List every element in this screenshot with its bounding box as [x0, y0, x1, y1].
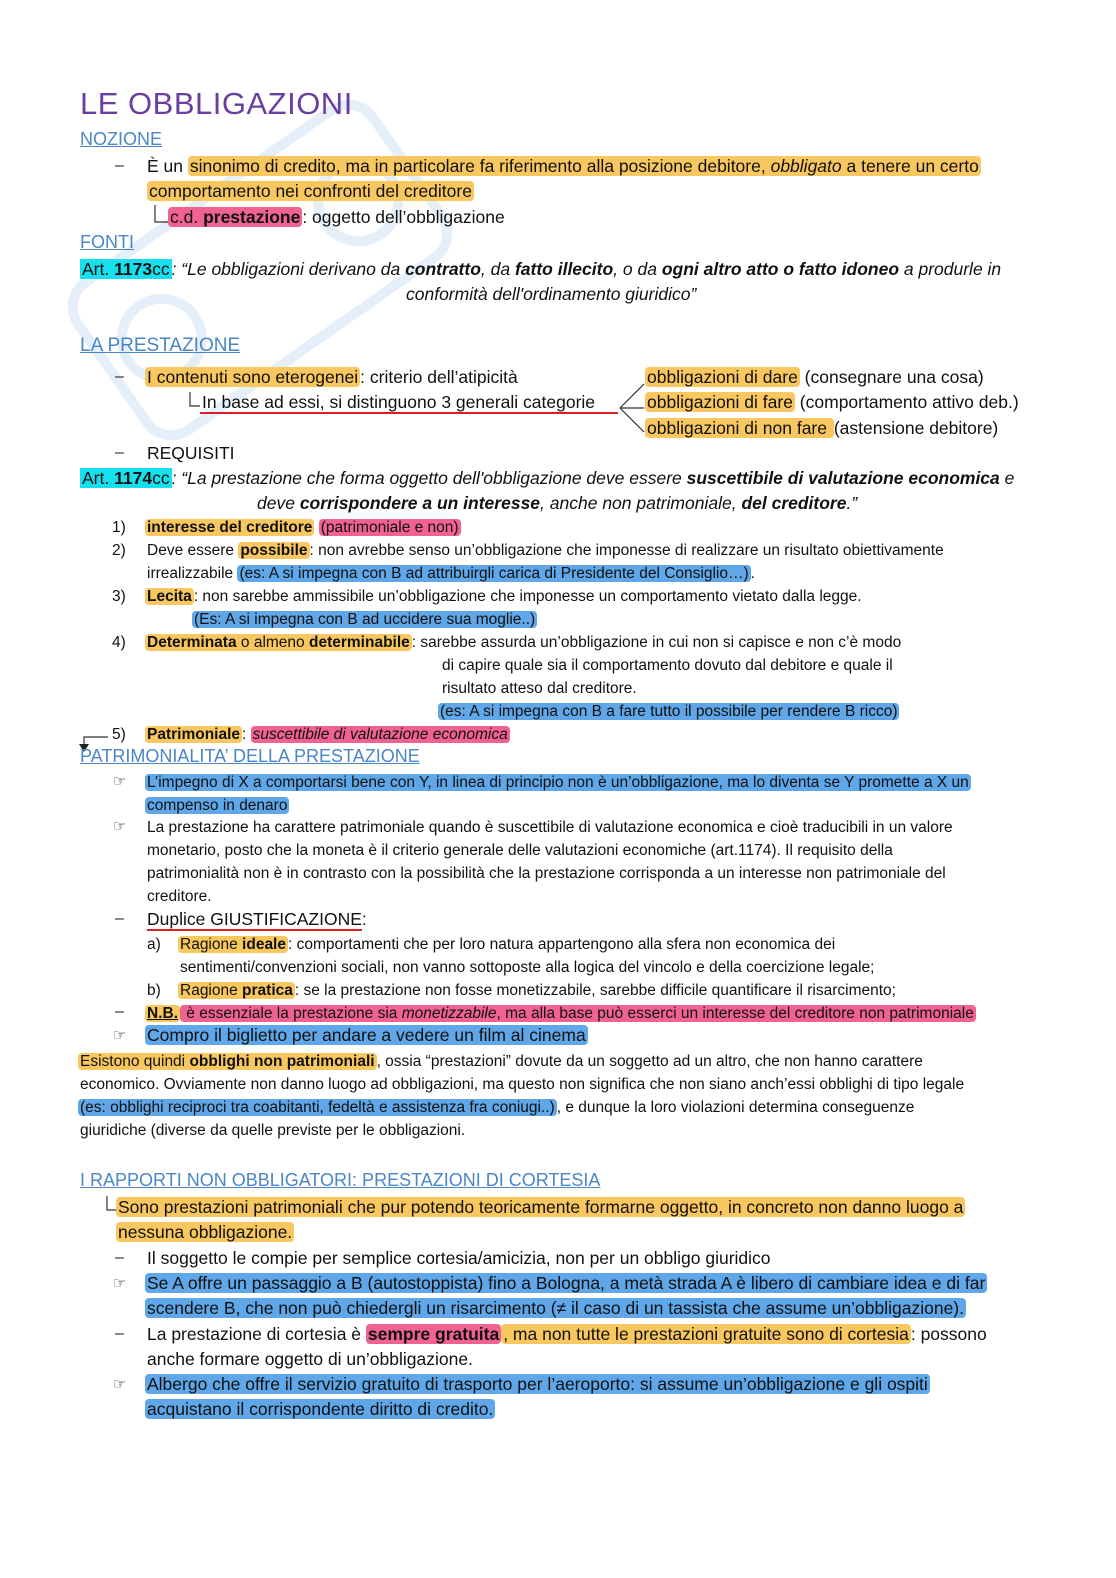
- ragione-ideale: Ragione ideale : comportamenti che per loro natura appartengono alla sfera non economica dei: [180, 936, 836, 953]
- requisito-3: Lecita : non sarebbe ammissibile un’obbligazione che imponesse un comportamento vietato dalla legge.: [147, 588, 862, 605]
- pointing-hand-icon: ☞: [113, 1027, 127, 1044]
- requisito-4-example: (es: A si impegna con B a fare tutto il possibile per rendere B ricco): [440, 703, 898, 720]
- ragione-pratica: Ragione pratica : se la prestazione non fosse monetizzabile, sarebbe difficile quantificare il risarcimento;: [180, 982, 896, 999]
- item-letter: a): [147, 936, 161, 953]
- heading-nozione: NOZIONE: [80, 129, 163, 149]
- cortesia-gratuita-cont: anche formare oggetto di un’obbligazione.: [147, 1349, 473, 1369]
- nota-bene: N.B. è essenziale la prestazione sia monetizzabile, ma alla base può esserci un interesse del creditore non patrimoniale: [147, 1005, 974, 1022]
- cortesia-gratuita: La prestazione di cortesia è sempre gratuita , ma non tutte le prestazioni gratuite sono di cortesia : possono: [147, 1324, 987, 1344]
- category-non-fare: obbligazioni di non fare (astensione debitore): [647, 418, 999, 438]
- patrimonialita-p1-cont: compenso in denaro: [147, 797, 288, 814]
- bullet-dash: –: [115, 910, 124, 927]
- bullet-dash: –: [115, 1325, 124, 1342]
- art-1173-line1: Art. 1173cc : “Le obbligazioni derivano da contratto, da fatto illecito, o da ogni altro atto o fatto idoneo a produrle in: [82, 259, 1002, 279]
- bullet-dash: –: [115, 444, 124, 461]
- prestazione-line2: In base ad essi, si distinguono 3 generali categorie: [202, 392, 596, 412]
- requisito-3-example: (Es: A si impegna con B ad uccidere sua moglie..): [194, 611, 536, 628]
- requisito-5: Patrimoniale : suscettibile di valutazione economica: [147, 726, 508, 743]
- obblighi-line3: (es: obblighi reciproci tra coabitanti, fedeltà e assistenza fra coniugi..) , e dunque la loro violazioni determina conseguenze: [80, 1099, 915, 1116]
- duplice-giustificazione: Duplice GIUSTIFICAZIONE:: [147, 909, 367, 929]
- patrimonialita-p2-cont: monetario, posto che la moneta è il criterio generale delle valutazioni economiche (art.1174). Il requisito della: [147, 842, 893, 859]
- cortesia-def: Sono prestazioni patrimoniali che pur potendo teoricamente formarne oggetto, in concreto non danno luogo a: [118, 1197, 964, 1217]
- ragione-ideale-cont: sentimenti/convenzioni sociali, non vanno sottoposte alla logica del vincolo e della coercizione legale;: [180, 959, 875, 976]
- item-number: 5): [112, 726, 126, 743]
- heading-cortesia: I RAPPORTI NON OBBLIGATORI: PRESTAZIONI DI CORTESIA: [80, 1170, 601, 1190]
- cortesia-esempio-albergo-cont: acquistano il corrispondente diritto di credito.: [147, 1399, 494, 1419]
- requisito-4: Determinata o almeno determinabile : sarebbe assurda un’obbligazione in cui non si capisce e non c’è modo: [147, 634, 902, 651]
- requisito-4-cont2: risultato atteso dal creditore.: [442, 680, 637, 697]
- cortesia-esempio-albergo: Albergo che offre il servizio gratuito di trasporto per l’aeroporto: si assume un’obbligazione e gli ospiti: [147, 1374, 928, 1394]
- patrimonialita-p2-cont3: creditore.: [147, 888, 212, 905]
- page-title: LE OBBLIGAZIONI: [80, 86, 353, 121]
- pointing-hand-icon: ☞: [113, 773, 127, 790]
- patrimonialita-p2: La prestazione ha carattere patrimoniale quando è suscettibile di valutazione economica e cioè traducibili in un valore: [147, 819, 953, 836]
- category-fare: obbligazioni di fare (comportamento attivo deb.): [647, 392, 1019, 412]
- item-number: 3): [112, 588, 126, 605]
- pointing-hand-icon: ☞: [113, 1376, 127, 1393]
- requisito-4-cont: di capire quale sia il comportamento dovuto dal debitore e quale il: [442, 657, 893, 674]
- category-dare: obbligazioni di dare (consegnare una cosa): [647, 367, 984, 387]
- esempio-cinema: Compro il biglietto per andare a vedere un film al cinema: [147, 1025, 586, 1045]
- requisito-2: Deve essere possibile : non avrebbe senso un’obbligazione che imponesse di realizzare un risultato obiettivamente: [147, 542, 944, 559]
- heading-prestazione: LA PRESTAZIONE: [80, 335, 241, 356]
- art-1174-line1: Art. 1174cc : “La prestazione che forma oggetto dell'obbligazione deve essere suscettibile di valutazione economica e: [82, 468, 1015, 488]
- patrimonialita-p2-cont2: patrimonialità non è in contrasto con la possibilità che la prestazione corrisponda a un interesse non patrimoniale del: [147, 865, 946, 882]
- art-1174-line2: deve corrispondere a un interesse, anche non patrimoniale, del creditore.”: [257, 493, 858, 513]
- heading-patrimonialita: PATRIMONIALITA’ DELLA PRESTAZIONE: [80, 746, 420, 766]
- item-number: 1): [112, 519, 126, 536]
- obblighi-line2: economico. Ovviamente non danno luogo ad obbligazioni, ma questo non significa che non siano anch’essi obblighi di tipo legale: [80, 1076, 965, 1093]
- cortesia-def-cont: nessuna obbligazione.: [118, 1222, 293, 1242]
- patrimonialita-p1: L’impegno di X a comportarsi bene con Y, in linea di principio non è un’obbligazione, ma lo diventa se Y promette a X un: [147, 774, 969, 791]
- requisito-1: interesse del creditore (patrimoniale e non): [147, 519, 459, 536]
- cortesia-soggetto: Il soggetto le compie per semplice cortesia/amicizia, non per un obbligo giuridico: [147, 1248, 771, 1268]
- obblighi-line4: giuridiche (diverse da quelle previste per le obbligazioni.: [80, 1122, 466, 1139]
- item-number: 2): [112, 542, 126, 559]
- heading-fonti: FONTI: [80, 232, 134, 252]
- bullet-dash: –: [115, 368, 124, 385]
- obblighi-line1: Esistono quindi obblighi non patrimoniali , ossia “prestazioni” dovute da un soggetto ad un altro, che non hanno carattere: [80, 1053, 923, 1070]
- art-1173-line2: conformità dell'ordinamento giuridico”: [406, 284, 697, 304]
- bullet-dash: –: [115, 1003, 124, 1020]
- bullet-dash: –: [115, 1249, 124, 1266]
- pointing-hand-icon: ☞: [113, 1275, 127, 1292]
- requisito-2-cont: irrealizzabile (es: A si impegna con B ad attribuirgli carica di Presidente del Consiglio…) .: [147, 565, 755, 582]
- prestazione-line1: I contenuti sono eterogenei : criterio dell’atipicità: [147, 367, 518, 387]
- requisiti-label: REQUISITI: [147, 443, 235, 463]
- nozione-line2: comportamento nei confronti del creditore: [149, 181, 472, 201]
- cortesia-esempio-autostop-cont: scendere B, che non può chiedergli un risarcimento (≠ il caso di un tassista che assume un’obbligazione).: [147, 1298, 964, 1318]
- nozione-line1: È un sinonimo di credito, ma in particolare fa riferimento alla posizione debitore, obbligato a tenere un certo: [147, 156, 979, 176]
- item-letter: b): [147, 982, 161, 999]
- nozione-line3: c.d. prestazione : oggetto dell’obbligazione: [170, 207, 505, 227]
- item-number: 4): [112, 634, 126, 651]
- bullet-dash: –: [115, 157, 124, 174]
- cortesia-esempio-autostop: Se A offre un passaggio a B (autostoppista) fino a Bologna, a metà strada A è libero di cambiare idea e di far: [147, 1273, 986, 1293]
- pointing-hand-icon: ☞: [113, 818, 127, 835]
